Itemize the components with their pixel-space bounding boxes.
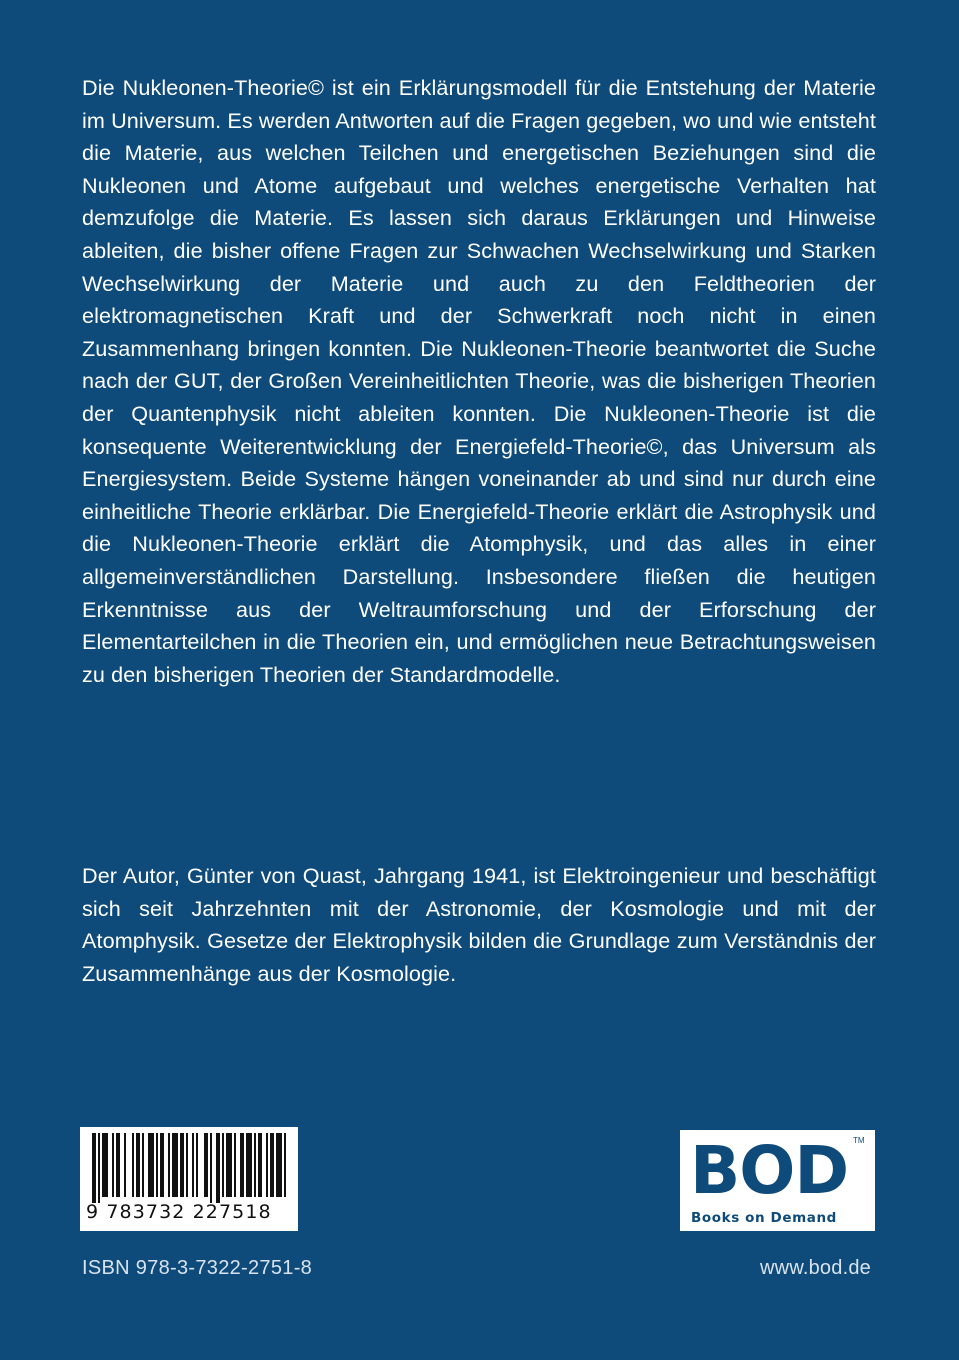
barcode-bar — [116, 1133, 120, 1197]
barcode-bar — [172, 1133, 178, 1197]
barcode-bar — [266, 1133, 268, 1197]
barcode-bar — [92, 1133, 96, 1203]
barcode-bar — [132, 1133, 134, 1197]
barcode-bar — [276, 1133, 282, 1197]
barcode-bar — [284, 1133, 286, 1197]
barcode-bar — [156, 1133, 158, 1197]
publisher-logo — [680, 1130, 875, 1231]
barcode-bar — [216, 1133, 220, 1203]
barcode-bar — [222, 1133, 224, 1197]
trademark-symbol: TM — [853, 1136, 865, 1145]
barcode-bar — [142, 1133, 144, 1197]
barcode-bar — [124, 1133, 126, 1197]
barcode-bar — [254, 1133, 256, 1197]
book-description: Die Nukleonen-Theorie© ist ein Erklärungsmodell für die Entstehung der Materie im Universum. Es werden Antworten auf die Fragen gegeben, wo und wie entsteht die Materie, aus welchen Teilchen und energetischen Beziehungen sind die Nukleonen und Atome aufgebaut und welches energetische Verhalten hat demzufolge die Materie. Es lassen sich daraus Erklärungen und Hinweise ableiten, die bisher offene Fragen zur Schwachen Wechselwirkung und Starken Wechselwirkung der Materie und auch zu den Feldtheorien der elektromagnetischen Kraft und der Schwerkraft noch nicht in einen Zusammenhang bringen konnten. Die Nukleonen-Theorie beantwortet die Suche nach der GUT, der Großen Vereinheitlichten Theorie, was die bisherigen Theorien der Quantenphysik nicht ableiten konnten. Die Nukleonen-Theorie ist die konsequente Weiterentwicklung der Energiefeld-Theorie©, das Universum als Energiesystem. Beide Systeme hängen voneinander ab und sind nur durch eine einheitliche Theorie erklärbar. Die Energiefeld-Theorie erklärt die Astrophysik und die Nukleonen-Theorie erklärt die Atomphysik, und das alles in einer allgemeinverständlichen Darstellung. Insbesondere fließen die heutigen Erkenntnisse aus der Weltraumforschung und der Erforschung der Elementarteilchen in die Theorien ein, und ermöglichen neue Betrachtungsweisen zu den bisherigen Theorien der Standardmodelle. — [82, 75, 876, 687]
barcode-bar — [234, 1133, 236, 1197]
barcode-bar — [98, 1133, 100, 1203]
barcode-bar — [186, 1133, 188, 1197]
isbn: ISBN 978-3-7322-2751-8 — [82, 1257, 313, 1279]
barcode-bar — [240, 1133, 244, 1197]
barcode-bar — [226, 1133, 232, 1197]
barcode-bar — [148, 1133, 154, 1197]
barcode-bar — [192, 1133, 194, 1197]
publisher-tagline: Books on Demand — [691, 1210, 837, 1226]
barcode-number: 9 783732 227518 — [86, 1201, 272, 1223]
barcode-bar — [160, 1133, 164, 1197]
author-bio: Der Autor, Günter von Quast, Jahrgang 1941, ist Elektroingenieur und beschäftigt sich seit Jahrzehnten mit der Astronomie, der Kosmologie und mit der Atomphysik. Gesetze der Elektrophysik bilden die Grundlage zum Verständnis der Zusammenhänge aus der Kosmologie. — [82, 863, 876, 986]
barcode-bar — [270, 1133, 274, 1197]
barcode-bar — [136, 1133, 140, 1197]
barcode-bar — [210, 1133, 212, 1203]
barcode-bar — [102, 1133, 108, 1197]
barcode-bar — [204, 1133, 208, 1197]
barcode-bar — [258, 1133, 262, 1197]
publisher-website[interactable]: www.bod.de — [760, 1257, 871, 1279]
barcode-bar — [246, 1133, 252, 1197]
barcode-bar — [168, 1133, 170, 1197]
publisher-logo-mark: BOD — [690, 1132, 849, 1209]
barcode — [80, 1127, 298, 1231]
barcode-bar — [196, 1133, 198, 1197]
barcode-bar — [180, 1133, 184, 1197]
barcode-bar — [112, 1133, 114, 1197]
